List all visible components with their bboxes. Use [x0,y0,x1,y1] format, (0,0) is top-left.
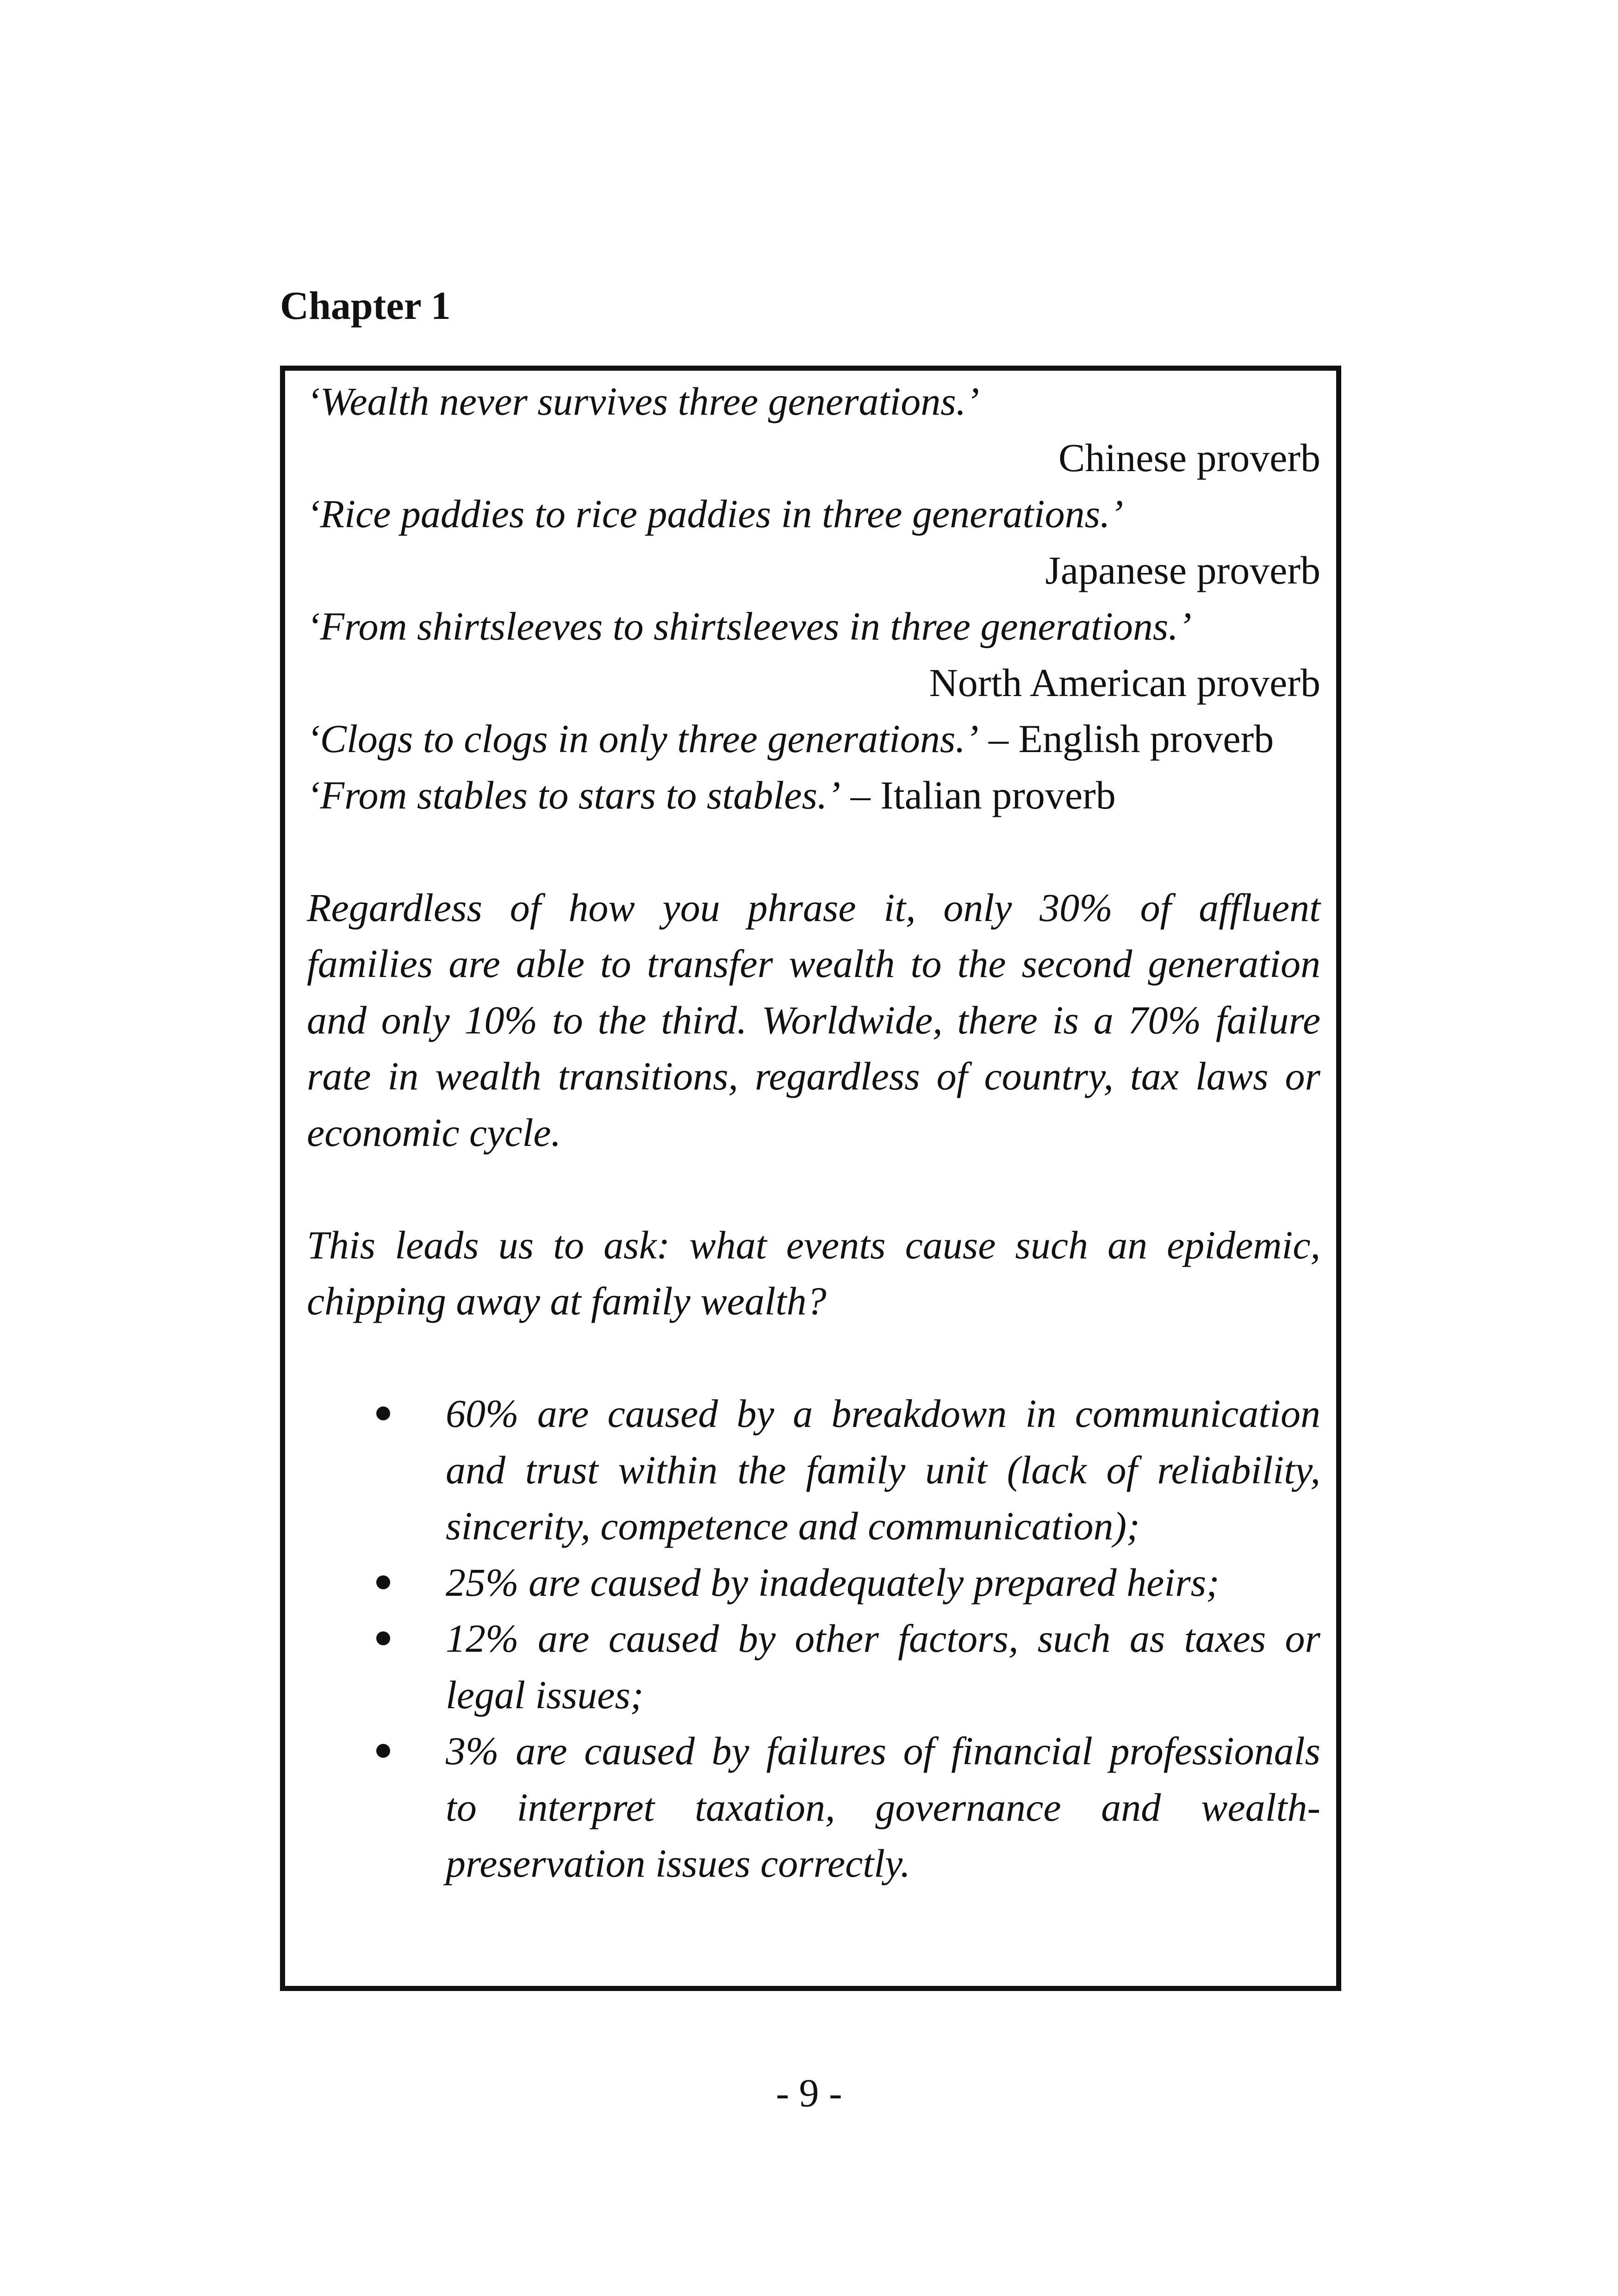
chapter-heading: Chapter 1 [280,283,451,328]
proverb-source: Chinese proverb [1058,435,1320,480]
statistics-paragraph [307,880,1320,1161]
spacer [307,1161,1320,1217]
list-item-text [446,1555,1320,1611]
paragraph-line: Regardless of how you phrase it, only 30% of affluent [307,885,1320,930]
proverb-quote: ‘Clogs to clogs in only three generations.’ [307,716,979,761]
paragraph-line: and only 10% to the third. Worldwide, there is a 70% failure [307,997,1320,1042]
paragraph-line: This leads us to ask: what events cause such an epidemic, [307,1222,1320,1267]
proverb-quote: ‘From stables to stars to stables.’ [307,772,841,817]
proverb-source: North American proverb [929,660,1320,705]
proverb-inline [307,767,1320,824]
epigraph-content [307,373,1320,1892]
list-item [307,1555,1320,1611]
paragraph-line: chipping away at family wealth? [307,1279,827,1323]
list-item-line: legal issues; [446,1672,644,1717]
proverb-source: Japanese proverb [1045,548,1320,592]
bullet-icon [376,1631,390,1645]
bullet-icon [376,1575,390,1589]
list-item [307,1611,1320,1723]
bullet-icon [376,1744,390,1758]
spacer [307,823,1320,880]
proverb-quote: ‘Rice paddies to rice paddies in three generations.’ [307,492,1124,536]
list-item-text [446,1723,1320,1892]
list-item [307,1386,1320,1555]
list-item-text [446,1611,1320,1723]
proverb-source: – English proverb [978,716,1274,761]
causes-list [307,1386,1320,1892]
list-item-line: 25% are caused by inadequately prepared heirs; [446,1560,1220,1605]
list-item-line: 60% are caused by a breakdown in communication [446,1391,1320,1436]
spacer [307,1330,1320,1386]
list-item-line: 12% are caused by other factors, such as taxes or [446,1616,1320,1661]
paragraph-line: rate in wealth transitions, regardless of country, tax laws or [307,1054,1320,1098]
list-item-line: to interpret taxation, governance and wealth- [446,1785,1320,1829]
proverb-source: – Italian proverb [840,772,1116,817]
question-paragraph [307,1217,1320,1330]
epigraph-box [280,366,1341,1991]
proverb-quote: ‘Wealth never survives three generations.’ [307,379,979,423]
list-item [307,1723,1320,1892]
list-item-text [446,1386,1320,1555]
list-item-line: sincerity, competence and communication); [446,1504,1140,1548]
page-number: - 9 - [776,2071,842,2115]
proverb-inline [307,711,1320,767]
paragraph-line: families are able to transfer wealth to the second generation [307,941,1320,986]
paragraph-line: economic cycle. [307,1110,561,1155]
bullet-icon [376,1406,390,1420]
list-item-line: and trust within the family unit (lack of reliability, [446,1447,1320,1492]
list-item-line: 3% are caused by failures of financial professionals [446,1729,1320,1773]
proverb-quote: ‘From shirtsleeves to shirtsleeves in three generations.’ [307,604,1192,648]
list-item-line: preservation issues correctly. [446,1841,910,1885]
